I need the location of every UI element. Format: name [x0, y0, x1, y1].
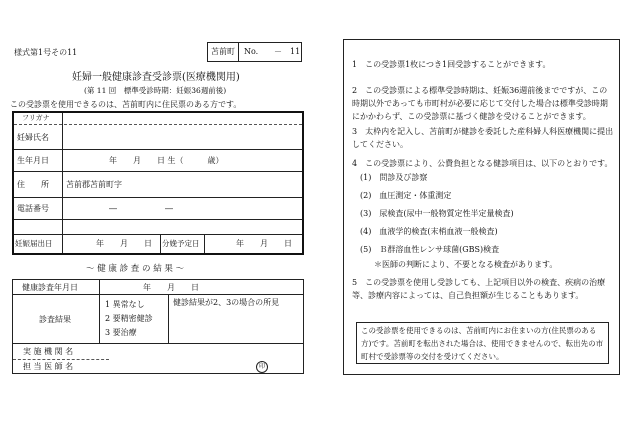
seal-mark: 印	[256, 361, 268, 373]
name-label: 妊婦氏名	[17, 133, 49, 142]
exam-date-value: 年 月 日	[143, 283, 199, 292]
dob-value: 年 月 日 生（ 歳）	[109, 156, 224, 165]
facility-label: 実 施 機 関 名	[23, 347, 74, 356]
exam-note: ＊医師の判断により、不要となる検査があります。	[374, 260, 558, 269]
exam-item-1: (1) 問診及び診察	[360, 173, 428, 182]
due-date-value: 年 月 日	[236, 239, 292, 248]
residency-notice-box	[356, 322, 609, 364]
doctor-label: 担 当 医 師 名	[23, 362, 74, 371]
page-title: 妊婦一般健康診査受診票(医療機関用)	[72, 72, 240, 83]
result-option-1: 1 異常なし	[105, 300, 145, 309]
town-name: 苫前町	[211, 47, 235, 56]
exam-item-3: (3) 尿検査(尿中一般物質定性半定量検査)	[360, 209, 514, 218]
results-table	[12, 279, 304, 374]
results-heading: ～ 健 康 診 査 の 結 果 ～	[86, 264, 185, 274]
exam-item-5: (5) Ｂ群溶血性レンサ球菌(GBS)検査	[360, 245, 500, 254]
note-1: 1 この受診票1枚につき1回受診することができます。	[352, 60, 551, 69]
exam-date-label: 健康診査年月日	[22, 283, 78, 292]
number-value: － 11	[274, 47, 301, 56]
exam-item-2: (2) 血圧測定・体重測定	[360, 191, 452, 200]
phone-label: 電話番号	[17, 204, 49, 213]
note-3: 3 太枠内を記入し、苫前町が健診を委託した産科婦人科医療機関に提出してください。	[352, 127, 614, 149]
pregnancy-date-value: 年 月 日	[96, 239, 152, 248]
pregnancy-date-label: 妊娠届出日	[15, 239, 53, 248]
residency-notice: この受診票を使用できるのは、苫前町内にお住まいの方(住民票のある方)です。苫前町を転出された場合は、使用できませんので、転出先の市町村で受診票等の交付を受けてください。	[361, 326, 604, 361]
address-value: 苫前郡苫前町字	[66, 180, 122, 189]
due-date-label: 分娩予定日	[162, 239, 200, 248]
findings-label: 健診結果が2、3の場合の所見	[173, 298, 280, 307]
furigana-label: フリガナ	[22, 114, 50, 122]
dob-label: 生年月日	[17, 156, 49, 165]
patient-info-table	[12, 111, 304, 255]
result-option-3: 3 要治療	[105, 328, 137, 337]
form-number: 様式第1号その11	[14, 48, 78, 57]
municipality-box	[207, 42, 302, 62]
instructions-panel	[343, 39, 620, 375]
page-subtitle: (第 11 回 標準受診時期：妊娠36週前後)	[84, 86, 227, 95]
note-4: 4 この受診票により、公費負担となる健診項目は、以下のとおりです。	[352, 159, 613, 168]
phone-value: ― ―	[109, 204, 173, 213]
result-option-2: 2 要精密健診	[105, 314, 153, 323]
result-label: 診査結果	[39, 315, 71, 324]
number-label: No.	[244, 47, 259, 56]
exam-item-4: (4) 血液学的検査(末梢血液一般検査)	[360, 227, 498, 236]
note-5: 5 この受診票を使用し受診しても、上記項目以外の検査、疾病の治療等、診療内容によっては、自己負担額が生じることもあります。	[352, 278, 606, 300]
address-label: 住 所	[17, 180, 49, 189]
eligibility-notice: この受診票を使用できるのは、苫前町内に住民票のある方です。	[10, 100, 242, 109]
note-2: 2 この受診票による標準受診時期は、妊娠36週前後までですが、この時期以外であっても市町村が必要に応じて交付した場合は標準受診時期にかかわらず、この受診票に基づく健診を受けることができます。	[352, 86, 608, 121]
